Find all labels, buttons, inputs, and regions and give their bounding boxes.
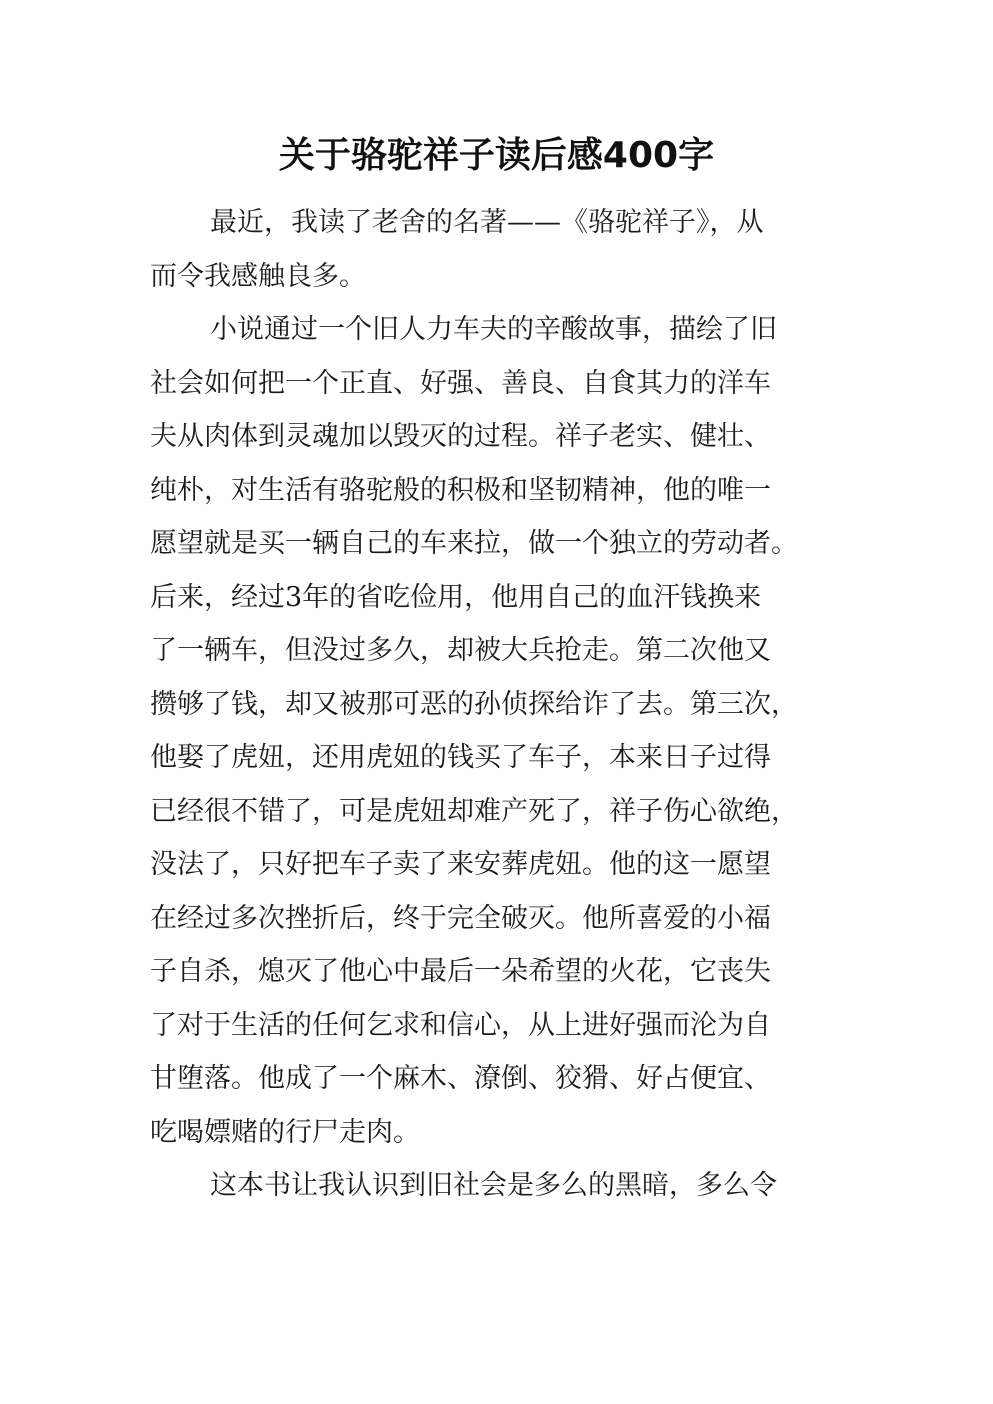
paragraph-2 (150, 303, 860, 1159)
paragraph-line: 已经很不错了，可是虎妞却难产死了，祥子伤心欲绝， (150, 795, 798, 827)
paragraph-line: 甘堕落。他成了一个麻木、潦倒、狡猾、好占便宜、 (150, 1063, 771, 1094)
paragraph-line: 小说通过一个旧人力车夫的辛酸故事，描绘了旧 (210, 314, 777, 345)
paragraph-line: 最近，我读了老舍的名著——《骆驼祥子》，从 (210, 207, 764, 238)
paragraph-1 (150, 196, 860, 303)
paragraph-line: 这本书让我认识到旧社会是多么的黑暗，多么令 (210, 1170, 777, 1201)
paragraph-line: 在经过多次挫折后，终于完全破灭。他所喜爱的小福 (150, 902, 771, 934)
paragraph-line: 了一辆车，但没过多久，却被大兵抢走。第二次他又 (150, 635, 771, 666)
paragraph-line: 社会如何把一个正直、好强、善良、自食其力的洋车 (150, 367, 771, 399)
document-title: 关于骆驼祥子读后感400字 (278, 135, 715, 176)
paragraph-line: 子自杀，熄灭了他心中最后一朵希望的火花，它丧失 (150, 956, 771, 987)
paragraph-line: 后来，经过3年的省吃俭用，他用自己的血汗钱换来 (150, 581, 762, 613)
paragraph-line: 而令我感触良多。 (150, 260, 366, 292)
paragraph-3 (150, 1159, 860, 1213)
paragraph-line: 攒够了钱，却又被那可恶的孙侦探给诈了去。第三次， (150, 688, 798, 720)
paragraph-line: 他娶了虎妞，还用虎妞的钱买了车子，本来日子过得 (150, 742, 771, 773)
paragraph-line: 吃喝嫖赌的行尸走肉。 (150, 1116, 420, 1148)
paragraph-line: 夫从肉体到灵魂加以毁灭的过程。祥子老实、健壮、 (150, 421, 771, 452)
paragraph-line: 愿望就是买一辆自己的车来拉，做一个独立的劳动者。 (150, 528, 798, 559)
document-body (150, 196, 860, 1213)
paragraph-line: 纯朴，对生活有骆驼般的积极和坚韧精神，他的唯一 (150, 474, 771, 506)
paragraph-line: 了对于生活的任何乞求和信心，从上进好强而沦为自 (150, 1009, 771, 1041)
paragraph-line: 没法了，只好把车子卖了来安葬虎妞。他的这一愿望 (150, 849, 771, 880)
